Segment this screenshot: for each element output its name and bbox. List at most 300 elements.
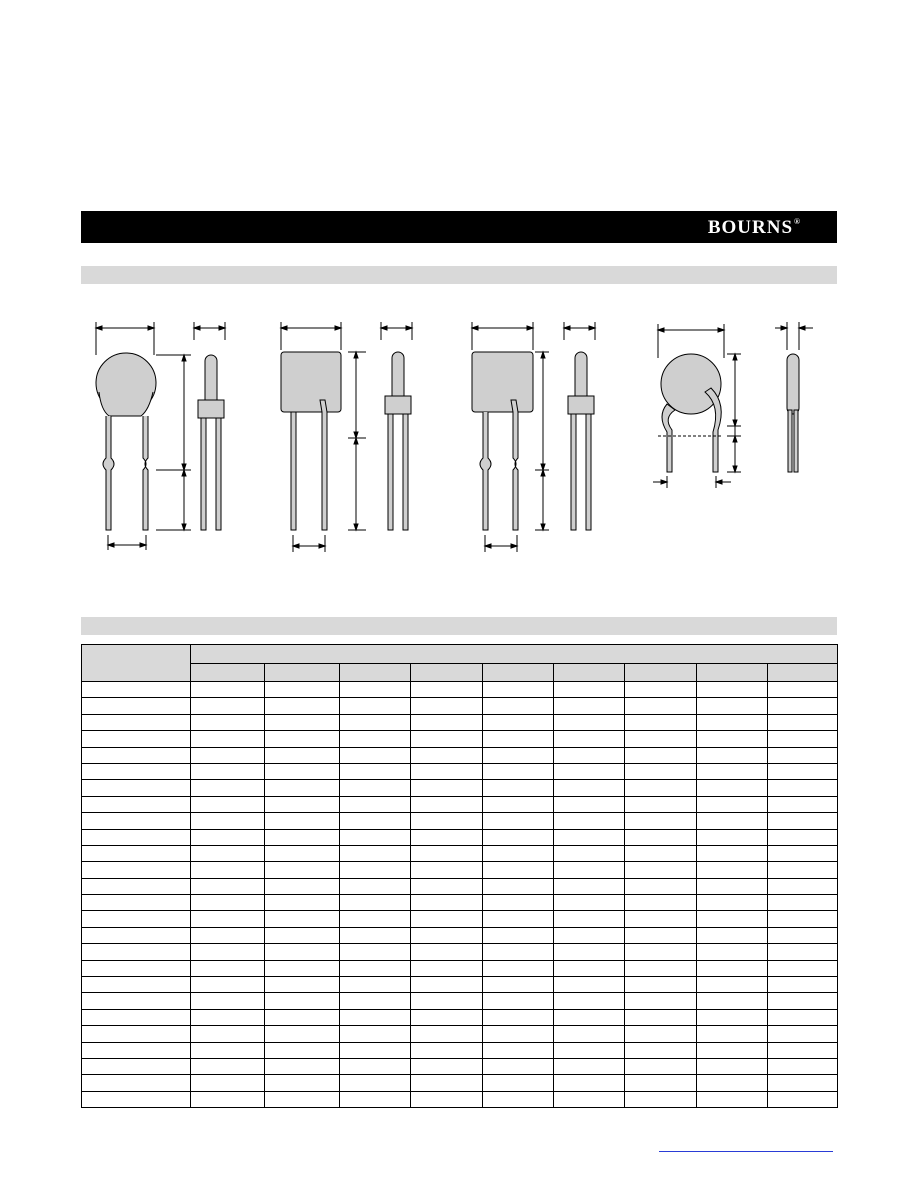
table-row-label-cell <box>82 862 191 878</box>
table-cell <box>265 977 340 993</box>
table-row <box>82 927 838 943</box>
table-cell <box>697 944 768 960</box>
drawing-square-straight-side <box>376 300 426 560</box>
table-cell <box>697 993 768 1009</box>
table-cell <box>483 714 554 730</box>
table-cell <box>411 944 483 960</box>
table-row <box>82 911 838 927</box>
table-cell <box>625 993 697 1009</box>
table-row <box>82 829 838 845</box>
table-cell <box>411 977 483 993</box>
table-row <box>82 780 838 796</box>
section-bar-specifications <box>81 617 837 635</box>
table-row <box>82 698 838 714</box>
table-cell <box>411 780 483 796</box>
table-cell <box>191 813 265 829</box>
table-row <box>82 1026 838 1042</box>
table-cell <box>191 878 265 894</box>
table-cell <box>697 747 768 763</box>
table-cell <box>625 747 697 763</box>
table-cell <box>411 895 483 911</box>
table-cell <box>483 895 554 911</box>
table-cell <box>554 1009 625 1025</box>
specification-table <box>81 644 838 1108</box>
table-row <box>82 977 838 993</box>
table-row-label-cell <box>82 993 191 1009</box>
table-cell <box>625 780 697 796</box>
table-cell <box>625 960 697 976</box>
drawing-disc-crimped-leads <box>653 300 773 500</box>
table-column-header-row <box>82 664 838 682</box>
table-row-label-cell <box>82 796 191 812</box>
table-row <box>82 813 838 829</box>
table-cell <box>768 714 838 730</box>
table-row-label-cell <box>82 895 191 911</box>
table-cell <box>265 927 340 943</box>
table-cell <box>191 780 265 796</box>
table-cell <box>554 747 625 763</box>
table-row-label-cell <box>82 763 191 779</box>
table-cell <box>191 1042 265 1058</box>
table-cell <box>340 1042 411 1058</box>
table-cell <box>483 698 554 714</box>
table-cell <box>265 763 340 779</box>
table-cell <box>554 714 625 730</box>
table-cell <box>483 731 554 747</box>
table-cell <box>768 813 838 829</box>
table-cell <box>554 862 625 878</box>
table-row <box>82 1042 838 1058</box>
table-cell <box>411 960 483 976</box>
table-row-label-cell <box>82 944 191 960</box>
table-cell <box>191 1026 265 1042</box>
table-cell <box>483 845 554 861</box>
table-cell <box>554 1091 625 1107</box>
table-cell <box>191 747 265 763</box>
table-cell <box>340 878 411 894</box>
table-cell <box>191 845 265 861</box>
table-cell <box>483 763 554 779</box>
table-cell <box>697 845 768 861</box>
column-header <box>340 664 411 682</box>
table-cell <box>697 1058 768 1074</box>
table-cell <box>191 763 265 779</box>
table-cell <box>340 993 411 1009</box>
table-row <box>82 862 838 878</box>
table-cell <box>265 731 340 747</box>
table-cell <box>625 1042 697 1058</box>
table-cell <box>340 911 411 927</box>
table-group-header-row <box>82 645 838 664</box>
table-cell <box>625 862 697 878</box>
table-cell <box>340 895 411 911</box>
table-cell <box>625 682 697 698</box>
table-cell <box>697 731 768 747</box>
table-group-header <box>191 645 838 664</box>
table-cell <box>697 829 768 845</box>
table-cell <box>411 796 483 812</box>
table-row <box>82 895 838 911</box>
table-cell <box>340 698 411 714</box>
table-cell <box>265 1042 340 1058</box>
table-cell <box>265 682 340 698</box>
table-cell <box>265 944 340 960</box>
table-cell <box>411 1091 483 1107</box>
table-row-label-cell <box>82 731 191 747</box>
table-row-label-cell <box>82 960 191 976</box>
table-cell <box>411 862 483 878</box>
table-row <box>82 960 838 976</box>
table-cell <box>340 780 411 796</box>
table-cell <box>554 1042 625 1058</box>
table-cell <box>340 1026 411 1042</box>
table-cell <box>625 813 697 829</box>
table-cell <box>340 813 411 829</box>
table-cell <box>411 714 483 730</box>
table-cell <box>265 1058 340 1074</box>
table-cell <box>265 1026 340 1042</box>
table-cell <box>554 993 625 1009</box>
table-cell <box>768 1058 838 1074</box>
table-cell <box>265 714 340 730</box>
table-cell <box>768 944 838 960</box>
table-row-label-cell <box>82 878 191 894</box>
table-cell <box>768 911 838 927</box>
table-cell <box>697 1026 768 1042</box>
drawing-square-kinked-side <box>559 300 609 560</box>
table-cell <box>768 993 838 1009</box>
table-cell <box>554 911 625 927</box>
table-cell <box>554 829 625 845</box>
table-cell <box>554 895 625 911</box>
table-row <box>82 747 838 763</box>
table-cell <box>625 878 697 894</box>
table-row <box>82 944 838 960</box>
table-row <box>82 993 838 1009</box>
table-cell <box>697 927 768 943</box>
table-cell <box>483 747 554 763</box>
table-row-label-cell <box>82 829 191 845</box>
table-cell <box>191 960 265 976</box>
table-cell <box>265 829 340 845</box>
table-cell <box>191 829 265 845</box>
section-bar-dimensions <box>81 266 837 284</box>
drawing-disc-crimped-side <box>771 300 821 500</box>
table-cell <box>483 829 554 845</box>
table-cell <box>483 927 554 943</box>
table-cell <box>625 1026 697 1042</box>
table-cell <box>768 845 838 861</box>
table-cell <box>554 1026 625 1042</box>
table-cell <box>697 1009 768 1025</box>
table-cell <box>191 927 265 943</box>
table-cell <box>411 1058 483 1074</box>
table-cell <box>483 796 554 812</box>
table-cell <box>265 780 340 796</box>
table-row <box>82 1058 838 1074</box>
table-cell <box>768 796 838 812</box>
table-cell <box>768 927 838 943</box>
table-cell <box>554 1058 625 1074</box>
table-cell <box>625 1091 697 1107</box>
table-cell <box>697 763 768 779</box>
table-row-label-cell <box>82 845 191 861</box>
table-cell <box>340 1075 411 1091</box>
table-cell <box>191 731 265 747</box>
table-cell <box>697 796 768 812</box>
header-bar <box>81 211 837 243</box>
table-cell <box>697 780 768 796</box>
table-cell <box>554 763 625 779</box>
table-row <box>82 682 838 698</box>
table-cell <box>411 1026 483 1042</box>
table-cell <box>554 682 625 698</box>
table-row-label-cell <box>82 813 191 829</box>
bourns-logo: BOURNS® <box>707 217 801 238</box>
column-header <box>191 664 265 682</box>
table-cell <box>768 878 838 894</box>
table-cell <box>483 911 554 927</box>
table-cell <box>191 993 265 1009</box>
table-cell <box>340 944 411 960</box>
table-cell <box>265 796 340 812</box>
table-cell <box>411 927 483 943</box>
table-cell <box>483 977 554 993</box>
table-row-label-cell <box>82 1075 191 1091</box>
table-cell <box>191 698 265 714</box>
table-cell <box>265 845 340 861</box>
column-header <box>265 664 340 682</box>
table-cell <box>483 1075 554 1091</box>
table-cell <box>265 960 340 976</box>
table-cell <box>768 1042 838 1058</box>
table-cell <box>340 796 411 812</box>
table-cell <box>411 813 483 829</box>
table-cell <box>411 911 483 927</box>
column-header <box>768 664 838 682</box>
table-cell <box>191 1091 265 1107</box>
table-cell <box>768 829 838 845</box>
table-cell <box>191 796 265 812</box>
table-cell <box>265 1009 340 1025</box>
table-cell <box>411 747 483 763</box>
table-cell <box>483 944 554 960</box>
table-cell <box>768 763 838 779</box>
table-row-label-cell <box>82 1058 191 1074</box>
table-cell <box>697 714 768 730</box>
table-cell <box>483 1026 554 1042</box>
table-cell <box>411 698 483 714</box>
table-cell <box>411 731 483 747</box>
table-cell <box>265 813 340 829</box>
table-cell <box>411 763 483 779</box>
table-cell <box>191 862 265 878</box>
table-cell <box>340 845 411 861</box>
table-cell <box>340 747 411 763</box>
table-cell <box>768 895 838 911</box>
table-cell <box>768 1091 838 1107</box>
column-header <box>625 664 697 682</box>
column-header <box>697 664 768 682</box>
table-cell <box>340 714 411 730</box>
table-cell <box>191 682 265 698</box>
table-cell <box>411 993 483 1009</box>
table-cell <box>768 977 838 993</box>
table-cell <box>411 845 483 861</box>
table-cell <box>340 1009 411 1025</box>
table-cell <box>191 911 265 927</box>
table-row-label-cell <box>82 714 191 730</box>
table-cell <box>768 780 838 796</box>
table-cell <box>697 813 768 829</box>
table-cell <box>340 731 411 747</box>
table-cell <box>554 878 625 894</box>
table-cell <box>625 714 697 730</box>
table-cell <box>625 895 697 911</box>
table-corner-cell <box>82 645 191 682</box>
table-cell <box>191 1058 265 1074</box>
table-cell <box>625 763 697 779</box>
table-cell <box>697 1091 768 1107</box>
table-cell <box>340 927 411 943</box>
table-row-label-cell <box>82 1042 191 1058</box>
table-cell <box>697 895 768 911</box>
table-cell <box>697 682 768 698</box>
table-row-label-cell <box>82 780 191 796</box>
table-cell <box>554 780 625 796</box>
table-cell <box>340 1058 411 1074</box>
table-cell <box>483 960 554 976</box>
table-cell <box>625 927 697 943</box>
table-cell <box>340 829 411 845</box>
table-cell <box>554 813 625 829</box>
table-cell <box>265 698 340 714</box>
table-row <box>82 845 838 861</box>
table-cell <box>191 714 265 730</box>
table-cell <box>625 911 697 927</box>
table-cell <box>697 698 768 714</box>
table-cell <box>191 944 265 960</box>
table-cell <box>340 682 411 698</box>
table-cell <box>625 845 697 861</box>
table-cell <box>697 862 768 878</box>
table-cell <box>191 1009 265 1025</box>
table-cell <box>483 862 554 878</box>
table-row-label-cell <box>82 927 191 943</box>
table-cell <box>191 895 265 911</box>
table-cell <box>265 862 340 878</box>
table-cell <box>483 1091 554 1107</box>
column-header <box>483 664 554 682</box>
table-cell <box>768 731 838 747</box>
table-row <box>82 714 838 730</box>
table-cell <box>625 731 697 747</box>
table-cell <box>340 960 411 976</box>
table-cell <box>411 878 483 894</box>
table-cell <box>483 1009 554 1025</box>
table-row <box>82 1009 838 1025</box>
table-cell <box>768 1009 838 1025</box>
table-cell <box>483 1042 554 1058</box>
table-cell <box>483 1058 554 1074</box>
table-cell <box>411 1042 483 1058</box>
table-cell <box>768 698 838 714</box>
table-row <box>82 878 838 894</box>
table-cell <box>554 927 625 943</box>
table-cell <box>697 911 768 927</box>
table-cell <box>191 1075 265 1091</box>
table-body <box>82 682 838 1108</box>
table-cell <box>411 1075 483 1091</box>
table-cell <box>483 878 554 894</box>
table-cell <box>340 763 411 779</box>
table-cell <box>625 698 697 714</box>
table-cell <box>340 1091 411 1107</box>
table-row-label-cell <box>82 747 191 763</box>
table-cell <box>768 862 838 878</box>
table-cell <box>697 1042 768 1058</box>
table-cell <box>625 1058 697 1074</box>
table-cell <box>554 845 625 861</box>
table-row-label-cell <box>82 1026 191 1042</box>
column-header <box>554 664 625 682</box>
table-cell <box>554 977 625 993</box>
table-cell <box>411 829 483 845</box>
table-cell <box>265 878 340 894</box>
table-cell <box>265 895 340 911</box>
table-row-label-cell <box>82 1091 191 1107</box>
table-row-label-cell <box>82 682 191 698</box>
table-cell <box>697 1075 768 1091</box>
table-cell <box>697 977 768 993</box>
table-cell <box>483 813 554 829</box>
table-cell <box>768 747 838 763</box>
table-row-label-cell <box>82 698 191 714</box>
table-cell <box>483 682 554 698</box>
table-cell <box>265 911 340 927</box>
table-row <box>82 1091 838 1107</box>
footer-link[interactable] <box>659 1151 833 1152</box>
table-cell <box>265 993 340 1009</box>
table-cell <box>265 1091 340 1107</box>
table-row-label-cell <box>82 1009 191 1025</box>
table-cell <box>625 829 697 845</box>
table-cell <box>265 1075 340 1091</box>
table-cell <box>697 960 768 976</box>
table-cell <box>625 1075 697 1091</box>
table-cell <box>625 944 697 960</box>
table-cell <box>554 1075 625 1091</box>
table-cell <box>625 977 697 993</box>
table-cell <box>483 780 554 796</box>
table-cell <box>411 682 483 698</box>
table-cell <box>554 960 625 976</box>
column-header <box>411 664 483 682</box>
table-cell <box>483 993 554 1009</box>
table-cell <box>768 1026 838 1042</box>
table-cell <box>768 960 838 976</box>
table-cell <box>554 944 625 960</box>
table-row <box>82 763 838 779</box>
table-cell <box>411 1009 483 1025</box>
table-cell <box>554 698 625 714</box>
table-row <box>82 796 838 812</box>
table-cell <box>768 1075 838 1091</box>
table-cell <box>554 731 625 747</box>
table-cell <box>340 977 411 993</box>
product-dimension-drawings <box>81 300 837 570</box>
table-cell <box>265 747 340 763</box>
